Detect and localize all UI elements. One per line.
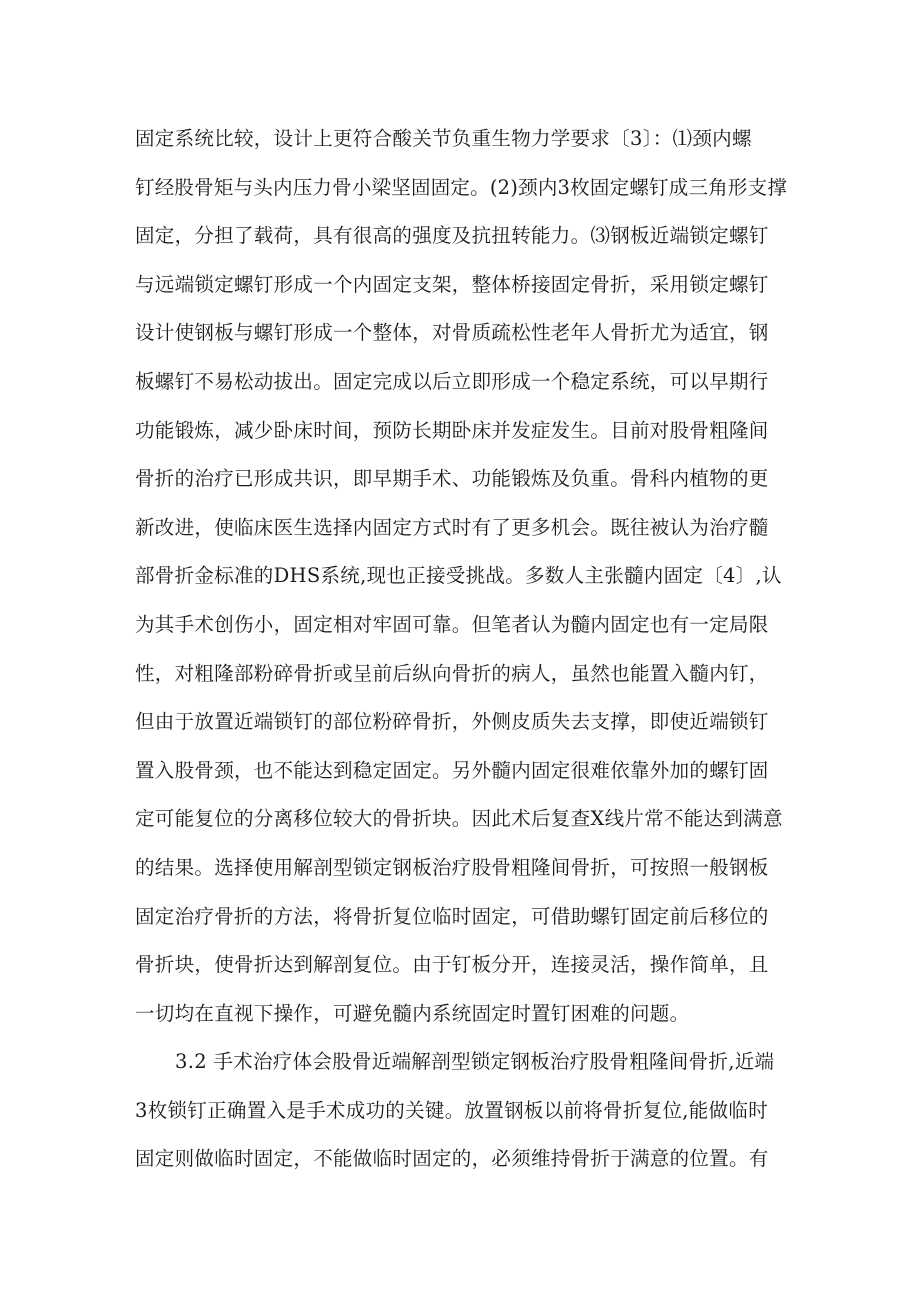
paragraph-2 [135, 1038, 787, 1184]
text-line: 定可能复位的分离移位较大的骨折块。因此术后复查X线片常不能达到满意 [135, 807, 783, 831]
text-line: 但由于放置近端锁钉的部位粉碎骨折，外侧皮质失去支撑，即使近端锁钉 [135, 710, 769, 734]
text-line: 固定，分担了载荷，具有很高的强度及抗扭转能力。⑶钢板近端锁定螺钉 [135, 224, 769, 248]
text-line: 的结果。选择使用解剖型锁定钢板治疗股骨粗隆间骨折，可按照一般钢板 [135, 855, 769, 879]
text-line: 骨折的治疗已形成共识，即早期手术、功能锻炼及负重。骨科内植物的更 [135, 467, 769, 491]
text-line: 固定治疗骨折的方法，将骨折复位临时固定，可借助螺钉固定前后移位的 [135, 904, 769, 928]
section-heading-line: 3.2 手术治疗体会股骨近端解剖型锁定钢板治疗股骨粗隆间骨折,近端 [175, 1050, 775, 1073]
text-line: 一切均在直视下操作，可避免髓内系统固定时置钉困难的问题。 [135, 1001, 690, 1025]
text-line: 与远端锁定螺钉形成一个内固定支架，整体桥接固定骨折，采用锁定螺钉 [135, 272, 769, 296]
paragraph-1 [135, 115, 787, 1038]
text-line: 固定则做临时固定，不能做临时固定的，必须维持骨折于满意的位置。有 [135, 1147, 769, 1171]
text-line: 新改进，使临床医生选择内固定方式时有了更多机会。既往被认为治疗髓 [135, 515, 769, 539]
text-line: 为其手术创伤小，固定相对牢固可靠。但笔者认为髓内固定也有一定局限 [135, 612, 769, 636]
text-line: 板螺钉不易松动拔出。固定完成以后立即形成一个稳定系统，可以早期行 [135, 369, 769, 393]
text-line: 3枚锁钉正确置入是手术成功的关键。放置钢板以前将骨折复位,能做临时 [135, 1098, 769, 1122]
text-line: 固定系统比较，设计上更符合酸关节负重生物力学要求〔3〕：⑴颈内螺 [135, 127, 752, 150]
text-line: 功能锻炼，减少卧床时间，预防长期卧床并发症发生。目前对股骨粗隆间 [135, 418, 769, 442]
text-line: 骨折块，使骨折达到解剖复位。由于钉板分开，连接灵活，操作简单，且 [135, 953, 769, 977]
text-line: 设计使钢板与螺钉形成一个整体，对骨质疏松性老年人骨折尤为适宜，钢 [135, 321, 769, 345]
text-line: 置入股骨颈，也不能达到稳定固定。另外髓内固定很难依靠外加的螺钉固 [135, 758, 769, 782]
text-line: 钉经股骨矩与头内压力骨小梁坚固固定。(2)颈内3枚固定螺钉成三角形支撑 [135, 175, 787, 199]
text-line: 性，对粗隆部粉碎骨折或呈前后纵向骨折的病人，虽然也能置入髓内钉， [135, 661, 769, 685]
text-line: 部骨折金标准的DHS系统,现也正接受挑战。多数人主张髓内固定〔4〕,认 [135, 564, 782, 588]
